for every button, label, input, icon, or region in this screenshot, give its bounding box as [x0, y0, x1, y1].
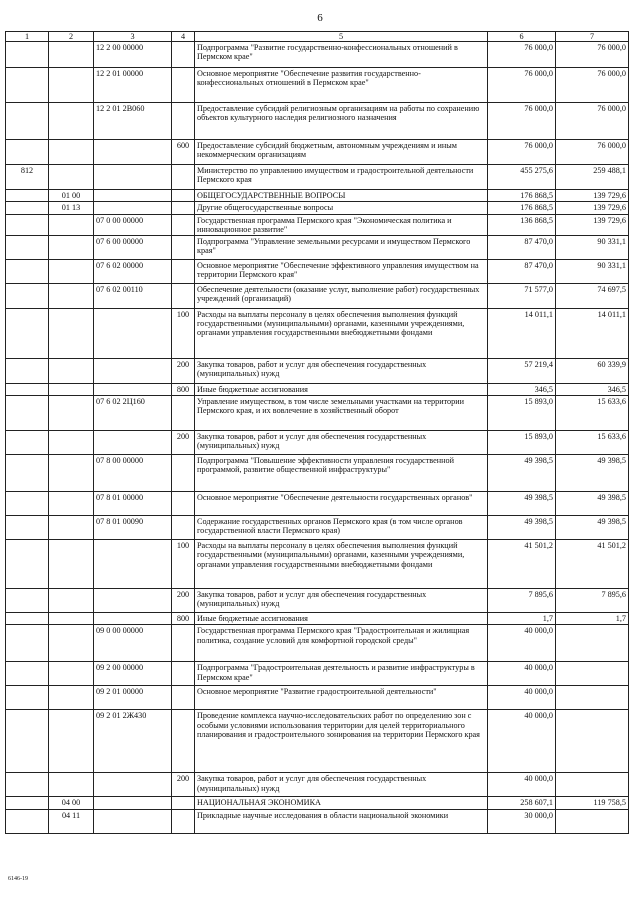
section-code — [49, 165, 94, 190]
amount-year-1: 136 868,5 — [488, 214, 556, 235]
section-code — [49, 214, 94, 235]
section-code — [49, 358, 94, 383]
item-name: Расходы на выплаты персоналу в целях обеспечения выполнения функций государственными (муниципальными) органами, казенными учреждениями, органами управления государственными внебюджетными фондами — [195, 308, 488, 358]
column-header: 3 — [94, 32, 172, 42]
section-code — [49, 308, 94, 358]
section-code — [49, 42, 94, 68]
amount-year-2: 139 729,6 — [556, 190, 629, 202]
section-code — [49, 140, 94, 165]
amount-year-1: 57 219,4 — [488, 358, 556, 383]
table-row — [6, 259, 629, 283]
amount-year-1: 30 000,0 — [488, 809, 556, 833]
item-name: Расходы на выплаты персоналу в целях обеспечения выполнения функций государственными (муниципальными) органами, казенными учреждениями, органами управления государственными внебюджетными фондами — [195, 540, 488, 589]
target-article-code: 07 8 01 00090 — [94, 516, 172, 540]
amount-year-1: 49 398,5 — [488, 516, 556, 540]
amount-year-1: 71 577,0 — [488, 283, 556, 308]
item-name: Содержание государственных органов Пермского края (в том числе органов государственной власти Пермского края) — [195, 516, 488, 540]
department-code — [6, 625, 49, 662]
item-name: Закупка товаров, работ и услуг для обеспечения государственных (муниципальных) нужд — [195, 589, 488, 613]
amount-year-2: 139 729,6 — [556, 202, 629, 214]
target-article-code: 09 2 01 00000 — [94, 686, 172, 710]
amount-year-1: 40 000,0 — [488, 686, 556, 710]
table-row — [6, 140, 629, 165]
amount-year-1: 40 000,0 — [488, 662, 556, 686]
item-name: Подпрограмма "Градостроительная деятельность и развитие инфраструктуры в Пермском крае" — [195, 662, 488, 686]
expense-type-code — [172, 259, 195, 283]
table-row — [6, 613, 629, 625]
item-name: Иные бюджетные ассигнования — [195, 383, 488, 395]
amount-year-1: 176 868,5 — [488, 202, 556, 214]
footer-code: 6146-19 — [8, 876, 28, 882]
column-header: 1 — [6, 32, 49, 42]
expense-type-code: 200 — [172, 358, 195, 383]
expense-type-code — [172, 809, 195, 833]
expense-type-code — [172, 492, 195, 516]
item-name: Основное мероприятие "Обеспечение эффективного управления имуществом на территории Пермского края" — [195, 259, 488, 283]
section-code — [49, 710, 94, 773]
section-code — [49, 516, 94, 540]
department-code — [6, 396, 49, 431]
table-row — [6, 809, 629, 833]
table-row — [6, 235, 629, 259]
department-code — [6, 613, 49, 625]
department-code — [6, 686, 49, 710]
section-code — [49, 396, 94, 431]
amount-year-2 — [556, 625, 629, 662]
target-article-code — [94, 165, 172, 190]
amount-year-2: 76 000,0 — [556, 68, 629, 103]
table-row — [6, 431, 629, 455]
target-article-code — [94, 358, 172, 383]
amount-year-2: 76 000,0 — [556, 103, 629, 140]
amount-year-2: 119 758,5 — [556, 797, 629, 809]
header-row — [6, 32, 629, 42]
item-name: Иные бюджетные ассигнования — [195, 613, 488, 625]
table-row — [6, 396, 629, 431]
department-code — [6, 283, 49, 308]
amount-year-1: 14 011,1 — [488, 308, 556, 358]
amount-year-2: 139 729,6 — [556, 214, 629, 235]
expense-type-code: 600 — [172, 140, 195, 165]
target-article-code — [94, 140, 172, 165]
amount-year-2: 49 398,5 — [556, 455, 629, 492]
department-code — [6, 259, 49, 283]
amount-year-2 — [556, 809, 629, 833]
target-article-code: 09 2 01 2Ж430 — [94, 710, 172, 773]
section-code — [49, 283, 94, 308]
table-row — [6, 492, 629, 516]
target-article-code — [94, 540, 172, 589]
target-article-code: 07 6 00 00000 — [94, 235, 172, 259]
target-article-code: 07 6 02 2Ц160 — [94, 396, 172, 431]
section-code — [49, 235, 94, 259]
item-name: Другие общегосударственные вопросы — [195, 202, 488, 214]
item-name: Подпрограмма "Управление земельными ресурсами и имуществом Пермского края" — [195, 235, 488, 259]
department-code — [6, 710, 49, 773]
target-article-code — [94, 431, 172, 455]
expense-type-code — [172, 516, 195, 540]
amount-year-2: 76 000,0 — [556, 140, 629, 165]
amount-year-1: 76 000,0 — [488, 140, 556, 165]
item-name: Закупка товаров, работ и услуг для обеспечения государственных (муниципальных) нужд — [195, 358, 488, 383]
item-name: Закупка товаров, работ и услуг для обеспечения государственных (муниципальных) нужд — [195, 773, 488, 797]
target-article-code: 09 0 00 00000 — [94, 625, 172, 662]
column-header: 2 — [49, 32, 94, 42]
target-article-code — [94, 589, 172, 613]
table-row — [6, 662, 629, 686]
amount-year-2: 7 895,6 — [556, 589, 629, 613]
target-article-code — [94, 308, 172, 358]
target-article-code: 07 8 00 00000 — [94, 455, 172, 492]
column-header: 7 — [556, 32, 629, 42]
expense-type-code — [172, 103, 195, 140]
amount-year-2: 14 011,1 — [556, 308, 629, 358]
table-row — [6, 797, 629, 809]
expense-type-code: 800 — [172, 613, 195, 625]
expense-type-code: 200 — [172, 589, 195, 613]
amount-year-1: 76 000,0 — [488, 103, 556, 140]
target-article-code — [94, 773, 172, 797]
department-code — [6, 140, 49, 165]
section-code — [49, 383, 94, 395]
expense-type-code — [172, 190, 195, 202]
page-number: 6 — [317, 12, 323, 24]
amount-year-2: 60 339,9 — [556, 358, 629, 383]
table-row — [6, 214, 629, 235]
item-name: Предоставление субсидий религиозным организациям на работы по сохранению объектов культурного наследия религиозного назначения — [195, 103, 488, 140]
amount-year-2: 76 000,0 — [556, 42, 629, 68]
expense-type-code — [172, 283, 195, 308]
expense-type-code — [172, 42, 195, 68]
department-code — [6, 455, 49, 492]
table-row — [6, 589, 629, 613]
section-code — [49, 455, 94, 492]
expense-type-code: 200 — [172, 773, 195, 797]
table-row — [6, 383, 629, 395]
expense-type-code — [172, 396, 195, 431]
department-code — [6, 492, 49, 516]
amount-year-1: 49 398,5 — [488, 455, 556, 492]
target-article-code — [94, 383, 172, 395]
section-code — [49, 492, 94, 516]
item-name: Государственная программа Пермского края "Градостроительная и жилищная политика, создание условий для комфортной городской среды" — [195, 625, 488, 662]
column-header: 6 — [488, 32, 556, 42]
item-name: Закупка товаров, работ и услуг для обеспечения государственных (муниципальных) нужд — [195, 431, 488, 455]
amount-year-1: 87 470,0 — [488, 235, 556, 259]
section-code: 01 00 — [49, 190, 94, 202]
department-code — [6, 202, 49, 214]
department-code — [6, 809, 49, 833]
budget-table — [5, 31, 629, 834]
department-code — [6, 235, 49, 259]
target-article-code: 09 2 00 00000 — [94, 662, 172, 686]
amount-year-1: 176 868,5 — [488, 190, 556, 202]
table-row — [6, 540, 629, 589]
department-code — [6, 383, 49, 395]
target-article-code: 12 2 01 2B060 — [94, 103, 172, 140]
item-name: Основное мероприятие "Развитие градостроительной деятельности" — [195, 686, 488, 710]
amount-year-2 — [556, 662, 629, 686]
target-article-code: 07 6 02 00110 — [94, 283, 172, 308]
item-name: Основное мероприятие "Обеспечение развития государственно-конфессиональных отношений в Пермском крае" — [195, 68, 488, 103]
amount-year-1: 7 895,6 — [488, 589, 556, 613]
target-article-code: 12 2 01 00000 — [94, 68, 172, 103]
target-article-code: 07 0 00 00000 — [94, 214, 172, 235]
department-code — [6, 308, 49, 358]
department-code — [6, 190, 49, 202]
table-row — [6, 773, 629, 797]
table-row — [6, 202, 629, 214]
expense-type-code — [172, 686, 195, 710]
amount-year-1: 76 000,0 — [488, 42, 556, 68]
amount-year-1: 40 000,0 — [488, 773, 556, 797]
section-code: 01 13 — [49, 202, 94, 214]
item-name: Государственная программа Пермского края "Экономическая политика и инновационное развитие" — [195, 214, 488, 235]
expense-type-code: 800 — [172, 383, 195, 395]
department-code — [6, 68, 49, 103]
column-header: 4 — [172, 32, 195, 42]
department-code — [6, 589, 49, 613]
department-code — [6, 773, 49, 797]
item-name: Подпрограмма "Развитие государственно-конфессиональных отношений в Пермском крае" — [195, 42, 488, 68]
table-row — [6, 103, 629, 140]
amount-year-1: 1,7 — [488, 613, 556, 625]
table-row — [6, 358, 629, 383]
target-article-code — [94, 202, 172, 214]
amount-year-1: 41 501,2 — [488, 540, 556, 589]
target-article-code: 12 2 00 00000 — [94, 42, 172, 68]
amount-year-1: 40 000,0 — [488, 710, 556, 773]
table-row — [6, 625, 629, 662]
expense-type-code: 100 — [172, 308, 195, 358]
section-code: 04 11 — [49, 809, 94, 833]
amount-year-2: 90 331,1 — [556, 235, 629, 259]
amount-year-1: 15 893,0 — [488, 431, 556, 455]
target-article-code: 07 8 01 00000 — [94, 492, 172, 516]
department-code — [6, 103, 49, 140]
table-row — [6, 42, 629, 68]
item-name: Основное мероприятие "Обеспечение деятельности государственных органов" — [195, 492, 488, 516]
expense-type-code — [172, 165, 195, 190]
amount-year-2 — [556, 686, 629, 710]
table-row — [6, 283, 629, 308]
expense-type-code — [172, 214, 195, 235]
expense-type-code — [172, 625, 195, 662]
section-code — [49, 431, 94, 455]
amount-year-2: 15 633,6 — [556, 431, 629, 455]
table-row — [6, 165, 629, 190]
expense-type-code: 100 — [172, 540, 195, 589]
table-row — [6, 686, 629, 710]
amount-year-1: 49 398,5 — [488, 492, 556, 516]
amount-year-2 — [556, 710, 629, 773]
amount-year-1: 15 893,0 — [488, 396, 556, 431]
target-article-code — [94, 190, 172, 202]
target-article-code — [94, 797, 172, 809]
amount-year-2: 346,5 — [556, 383, 629, 395]
amount-year-1: 76 000,0 — [488, 68, 556, 103]
section-code — [49, 540, 94, 589]
section-code — [49, 259, 94, 283]
amount-year-1: 40 000,0 — [488, 625, 556, 662]
target-article-code — [94, 809, 172, 833]
department-code — [6, 797, 49, 809]
item-name: Министерство по управлению имуществом и градостроительной деятельности Пермского края — [195, 165, 488, 190]
amount-year-2: 41 501,2 — [556, 540, 629, 589]
section-code — [49, 686, 94, 710]
section-code — [49, 625, 94, 662]
amount-year-1: 455 275,6 — [488, 165, 556, 190]
table-row — [6, 308, 629, 358]
expense-type-code — [172, 797, 195, 809]
department-code — [6, 662, 49, 686]
amount-year-2 — [556, 773, 629, 797]
item-name: Подпрограмма "Повышение эффективности управления государственной программой, развитие общественной инфраструктуры" — [195, 455, 488, 492]
table-row — [6, 190, 629, 202]
expense-type-code — [172, 235, 195, 259]
amount-year-2: 259 488,1 — [556, 165, 629, 190]
table-row — [6, 68, 629, 103]
item-name: Обеспечение деятельности (оказание услуг, выполнение работ) государственных учреждений (организаций) — [195, 283, 488, 308]
amount-year-2: 1,7 — [556, 613, 629, 625]
table-row — [6, 455, 629, 492]
amount-year-1: 346,5 — [488, 383, 556, 395]
expense-type-code — [172, 68, 195, 103]
item-name: НАЦИОНАЛЬНАЯ ЭКОНОМИКА — [195, 797, 488, 809]
department-code — [6, 516, 49, 540]
amount-year-1: 87 470,0 — [488, 259, 556, 283]
table-body — [6, 42, 629, 833]
item-name: Прикладные научные исследования в области национальной экономики — [195, 809, 488, 833]
expense-type-code: 200 — [172, 431, 195, 455]
expense-type-code — [172, 710, 195, 773]
target-article-code: 07 6 02 00000 — [94, 259, 172, 283]
item-name: Проведение комплекса научно-исследовательских работ по определению зон с особыми условиями использования территории для целей территориального планирования и градостроительного зонирования на территории Пермского края — [195, 710, 488, 773]
section-code — [49, 613, 94, 625]
target-article-code — [94, 613, 172, 625]
amount-year-2: 49 398,5 — [556, 492, 629, 516]
department-code — [6, 431, 49, 455]
section-code: 04 00 — [49, 797, 94, 809]
section-code — [49, 773, 94, 797]
amount-year-2: 15 633,6 — [556, 396, 629, 431]
department-code: 812 — [6, 165, 49, 190]
amount-year-2: 90 331,1 — [556, 259, 629, 283]
item-name: Управление имуществом, в том числе земельными участками на территории Пермского края, и их вовлечение в хозяйственный оборот — [195, 396, 488, 431]
item-name: ОБЩЕГОСУДАРСТВЕННЫЕ ВОПРОСЫ — [195, 190, 488, 202]
amount-year-2: 74 697,5 — [556, 283, 629, 308]
department-code — [6, 42, 49, 68]
amount-year-2: 49 398,5 — [556, 516, 629, 540]
table-row — [6, 710, 629, 773]
department-code — [6, 540, 49, 589]
expense-type-code — [172, 662, 195, 686]
department-code — [6, 214, 49, 235]
table-row — [6, 516, 629, 540]
expense-type-code — [172, 202, 195, 214]
section-code — [49, 589, 94, 613]
section-code — [49, 68, 94, 103]
column-header: 5 — [195, 32, 488, 42]
expense-type-code — [172, 455, 195, 492]
section-code — [49, 103, 94, 140]
section-code — [49, 662, 94, 686]
item-name: Предоставление субсидий бюджетным, автономным учреждениям и иным некоммерческим организациям — [195, 140, 488, 165]
amount-year-1: 258 607,1 — [488, 797, 556, 809]
department-code — [6, 358, 49, 383]
